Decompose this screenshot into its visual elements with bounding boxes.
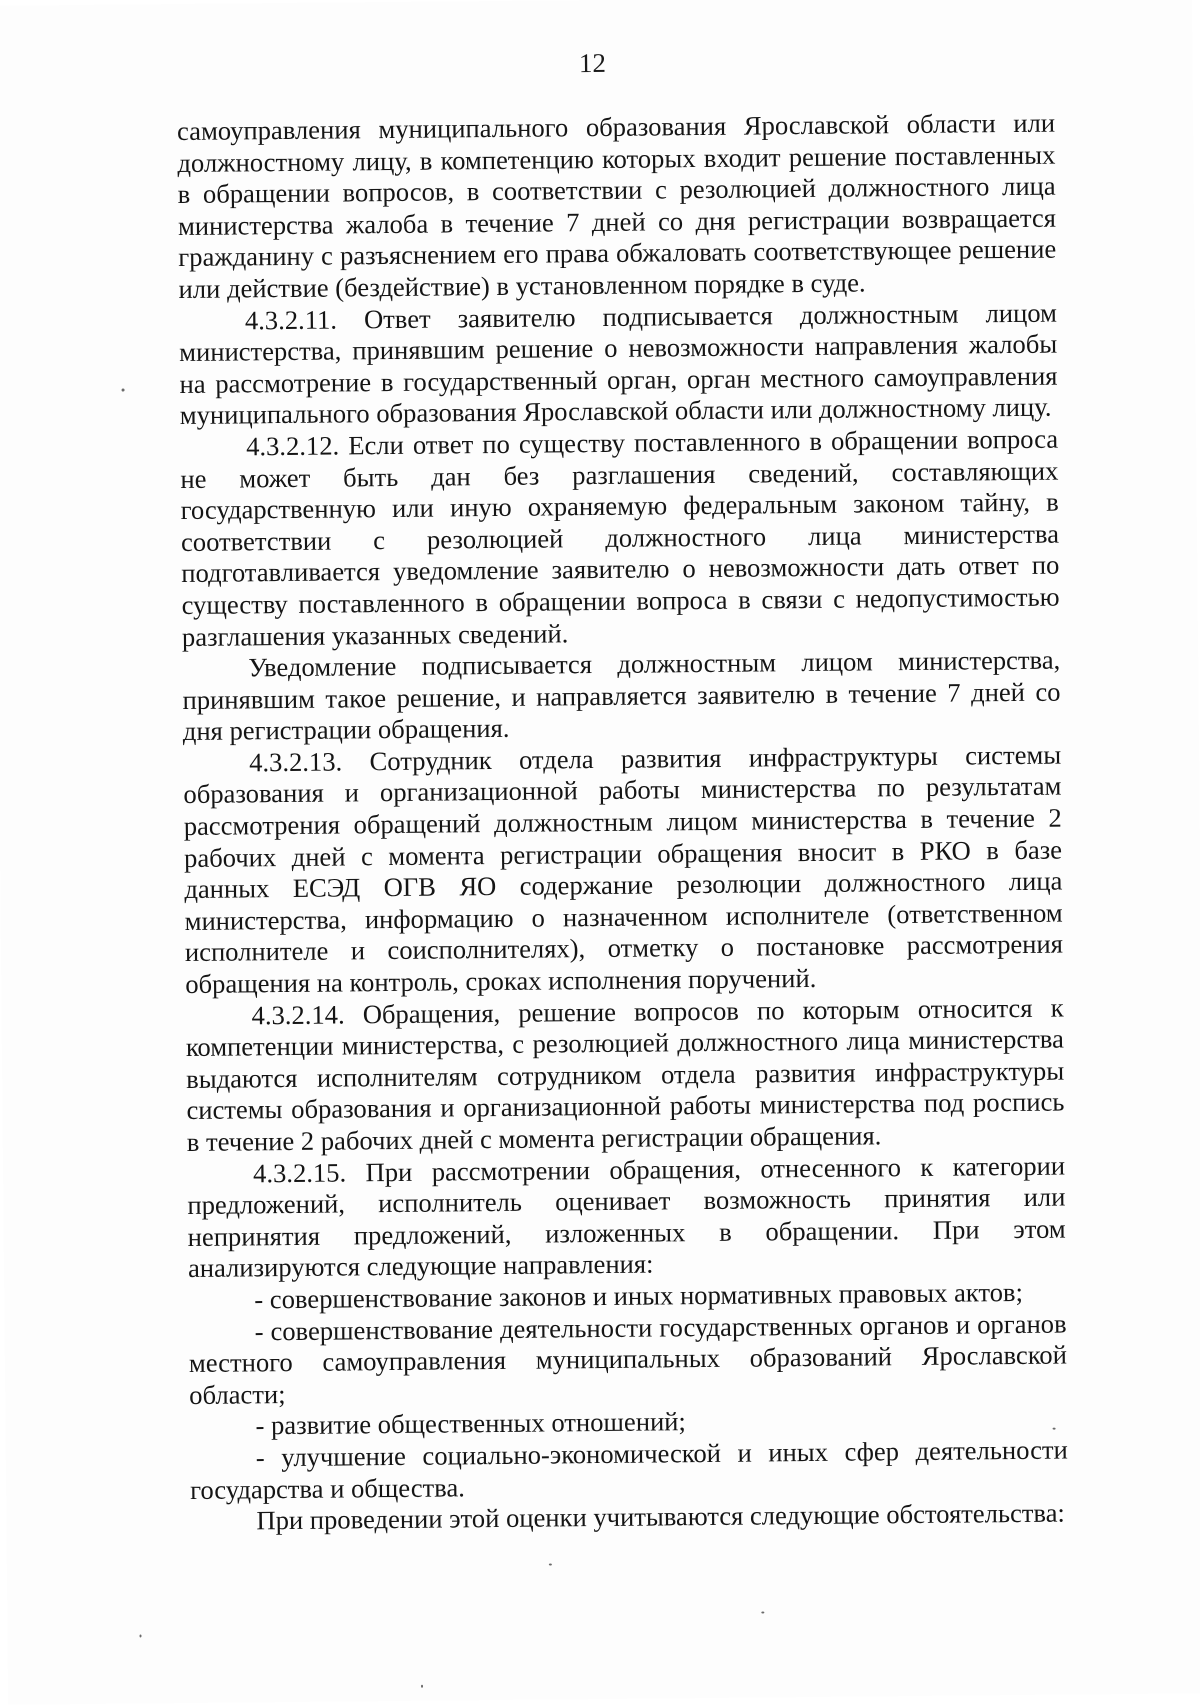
document-body <box>177 108 1069 1538</box>
paragraph-4-3-2-15: 4.3.2.15. При рассмотрении обращения, отнесенного к категории предложений, исполнитель оценивает возможность принятия или непринятия предложений, изложенных в обращении. При этом анализируются следующие направления: <box>187 1150 1066 1284</box>
list-item-social-relations: - развитие общественных отношений; <box>255 1406 686 1441</box>
paragraph-4-3-2-12: 4.3.2.12. Если ответ по существу поставленного в обращении вопроса не может быть дан без разглашения сведений, составляющих государственную или иную охраняемую федеральным законом тайну, в соответствии с резолюцией должностного лица министерства подготавливается уведомление заявителю о невозможности дать ответ по существу поставленного в обращении вопроса в связи с недопустимостью разглашения указанных сведений. <box>180 423 1060 652</box>
list-item-state-bodies: - совершенствование деятельности государственных органов и органов местного самоуправления муниципальных образований Ярославской области; <box>188 1308 1068 1410</box>
paragraph-assessment: При проведении этой оценки учитываются следующие обстоятельства: <box>256 1497 1066 1536</box>
scan-speck <box>1053 1428 1056 1430</box>
paragraph-4-3-2-13: 4.3.2.13. Сотрудник отдела развития инфраструктуры системы образования и организационной работы министерства по результатам рассмотрения обращений должностным лицом министерства в течение 2 рабочих дней с момента регистрации обращения вносит в РКО в базе данных ЕСЭД ОГВ ЯО содержание резолюции должностного лица министерства, информацию о назначенном исполнителе (ответственном исполнителе и соисполнителях), отметку о постановке рассмотрения обращения на контроль, сроках исполнения поручений. <box>183 739 1064 1000</box>
list-item-socio-economic: - улучшение социально-экономической и иных сфер деятельности государства и общества. <box>189 1434 1068 1505</box>
paragraph-4-3-2-11: 4.3.2.11. Ответ заявителю подписывается должностным лицом министерства, принявшим решение о невозможности направления жалобы на рассмотрение в государственный орган, орган местного самоуправления муниципального образования Ярославской области или должностному лицу. <box>179 297 1058 431</box>
scan-speck <box>549 1563 552 1565</box>
page-number: 12 <box>578 47 607 79</box>
scan-speck <box>140 1634 142 1637</box>
scan-speck <box>122 389 125 392</box>
paragraph-continuation: самоуправления муниципального образования Ярославской области или должностному лицу, в компетенцию которых входит решение поставленных в обращении вопросов, в соответствии с резолюцией должностного лица министерства жалоба в течение 7 дней со дня регистрации возвращается гражданину с разъяснением его права обжаловать соответствующее решение или действие (бездействие) в установленном порядке в суде. <box>176 107 1057 304</box>
list-item-laws: - совершенствование законов и иных нормативных правовых актов; <box>254 1276 1024 1315</box>
paragraph-4-3-2-14: 4.3.2.14. Обращения, решение вопросов по которым относится к компетенции министерства, с резолюцией должностного лица министерства выдаются исполнителям сотрудником отдела развития инфраструктуры системы образования и организационной работы министерства под роспись в течение 2 рабочих дней с момента регистрации обращения. <box>185 992 1065 1157</box>
scan-speck <box>761 1611 764 1613</box>
scan-speck <box>421 1685 423 1688</box>
paragraph-notification: Уведомление подписывается должностным лицом министерства, принявшим такое решение, и направляется заявителю в течение 7 дней со дня регистрации обращения. <box>182 644 1061 747</box>
